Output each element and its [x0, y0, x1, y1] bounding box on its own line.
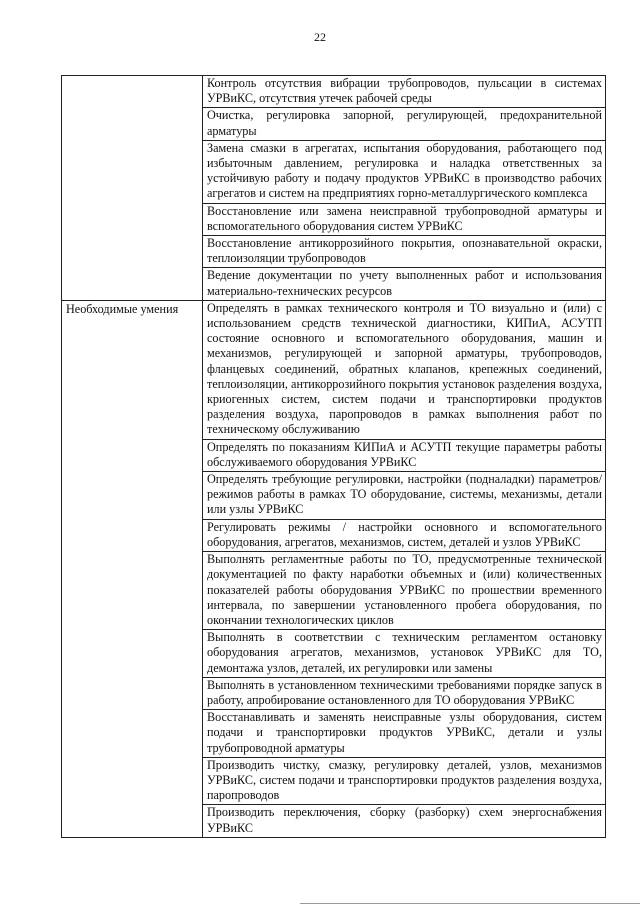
requirements-table	[61, 75, 606, 838]
skill-item: Выполнять регламентные работы по ТО, предусмотренные технической документацией по факту наработки объемных и (или) количественных показателей работы оборудования УРВиКС по прошествии временного интервала, по завершении установленного пробега оборудования, по окончании технологических циклов	[203, 552, 606, 630]
skill-item: Определять требующие регулировки, настройки (подналадки) параметров/режимов работы в рамках ТО оборудование, системы, механизмы, детали или узлы УРВиКС	[203, 472, 606, 520]
labor-action-item: Восстановление антикоррозийного покрытия, опознавательной окраски, теплоизоляции трубопроводов	[203, 236, 606, 268]
page-number: 22	[314, 30, 326, 44]
skill-item: Выполнять в соответствии с техническим регламентом остановку оборудования агрегатов, механизмов, установок УРВиКС для ТО, демонтажа узлов, деталей, их регулировки или замены	[203, 630, 606, 678]
skill-item: Производить переключения, сборку (разборку) схем энергоснабжения УРВиКС	[203, 805, 606, 837]
skill-item: Определять в рамках технического контроля и ТО визуально и (или) с использованием средств технической диагностики, КИПиА, АСУТП состояние основного и вспомогательного оборудования, машин и механизмов, регулирующей и запорной арматуры, трубопроводов, фланцевых соединений, обратных клапанов, крепежных соединений, теплоизоляции, антикоррозийного покрытия установок разделения воздуха, криогенных систем, систем подачи и транспортировки продуктов разделения воздуха, паропроводов в рамках выполнения работ по техническому обслуживанию	[203, 300, 606, 439]
labor-action-item: Ведение документации по учету выполненных работ и использования материально-технических ресурсов	[203, 268, 606, 300]
labor-action-item: Восстановление или замена неисправной трубопроводной арматуры и вспомогательного оборудования систем УРВиКС	[203, 203, 606, 235]
labor-actions-label-cell	[62, 76, 203, 301]
skill-item: Производить чистку, смазку, регулировку деталей, узлов, механизмов УРВиКС, систем подачи и транспортировки продуктов разделения воздуха, паропроводов	[203, 757, 606, 805]
labor-action-item: Замена смазки в агрегатах, испытания оборудования, работающего под избыточным давлением, регулировка и наладка ответственных за устойчивую работу и подачу продуктов УРВиКС в производство рабочих агрегатов и систем на предприятиях горно-металлургического комплекса	[203, 140, 606, 203]
skill-item: Восстанавливать и заменять неисправные узлы оборудования, систем подачи и транспортировки продуктов УРВиКС, детали и узлы трубопроводной арматуры	[203, 710, 606, 758]
scan-edge-line	[300, 903, 640, 904]
labor-action-item: Очистка, регулировка запорной, регулирующей, предохранительной арматуры	[203, 108, 606, 140]
skill-item: Выполнять в установленном техническими требованиями порядке запуск в работу, апробирование остановленного для ТО оборудования УРВиКС	[203, 677, 606, 709]
labor-action-item: Контроль отсутствия вибрации трубопроводов, пульсации в системах УРВиКС, отсутствия утечек рабочей среды	[203, 76, 606, 108]
skill-item: Регулировать режимы / настройки основного и вспомогательного оборудования, агрегатов, механизмов, систем, деталей и узлов УРВиКС	[203, 519, 606, 551]
skills-label-cell	[62, 300, 203, 837]
table-row	[62, 300, 606, 439]
skills-label: Необходимые умения	[66, 301, 179, 316]
skill-item: Определять по показаниям КИПиА и АСУТП текущие параметры работы обслуживаемого оборудования УРВиКС	[203, 439, 606, 471]
table-row	[62, 76, 606, 108]
